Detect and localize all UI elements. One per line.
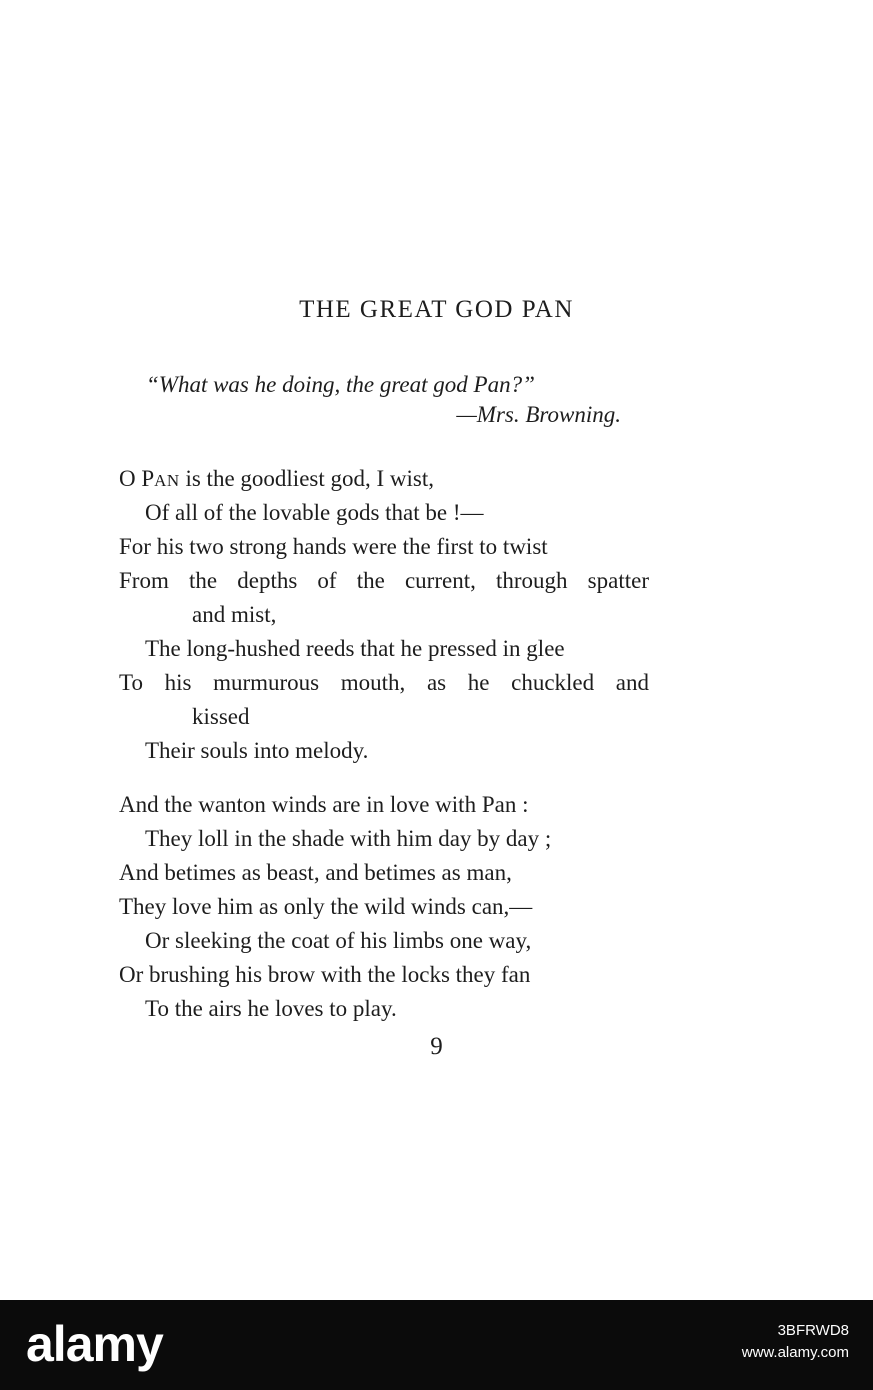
line-smallcaps: AN bbox=[154, 471, 180, 490]
poem-line: They love him as only the wild winds can,— bbox=[119, 894, 533, 919]
stanza-1 bbox=[119, 462, 659, 768]
poem-line: For his two strong hands were the first to twist bbox=[119, 534, 548, 559]
poem-line: And the wanton winds are in love with Pan : bbox=[119, 792, 529, 817]
epigraph-quote: “What was he doing, the great god Pan?” bbox=[146, 372, 535, 397]
poem-line: kissed bbox=[192, 704, 250, 729]
poem-line: To his murmurous mouth, as he chuckled and bbox=[119, 670, 649, 695]
watermark-banner bbox=[0, 1300, 873, 1390]
poem-title: THE GREAT GOD PAN bbox=[299, 296, 574, 323]
poem-line: From the depths of the current, through spatter bbox=[119, 568, 649, 593]
image-code: 3BFRWD8 bbox=[777, 1322, 849, 1339]
poem-line: To the airs he loves to play. bbox=[145, 996, 397, 1021]
poem-line: And betimes as beast, and betimes as man, bbox=[119, 860, 512, 885]
poem-line bbox=[119, 462, 659, 496]
epigraph-attribution: —Mrs. Browning. bbox=[456, 402, 621, 427]
poem-line: Or brushing his brow with the locks they fan bbox=[119, 962, 531, 987]
poem-line: and mist, bbox=[192, 602, 277, 627]
poem-line: Of all of the lovable gods that be !— bbox=[145, 500, 484, 525]
poem-line: They loll in the shade with him day by day ; bbox=[145, 826, 552, 851]
poem-line: The long-hushed reeds that he pressed in glee bbox=[145, 636, 565, 661]
alamy-logo: alamy bbox=[26, 1316, 163, 1372]
line-text: is the goodliest god, I wist, bbox=[179, 466, 434, 491]
poem-line: Or sleeking the coat of his limbs one way, bbox=[145, 928, 532, 953]
line-initial: O P bbox=[119, 466, 155, 491]
poem-line: Their souls into melody. bbox=[145, 738, 369, 763]
stanza-2 bbox=[119, 788, 659, 1026]
page-number: 9 bbox=[430, 1033, 443, 1060]
watermark-url: www.alamy.com bbox=[741, 1344, 849, 1361]
